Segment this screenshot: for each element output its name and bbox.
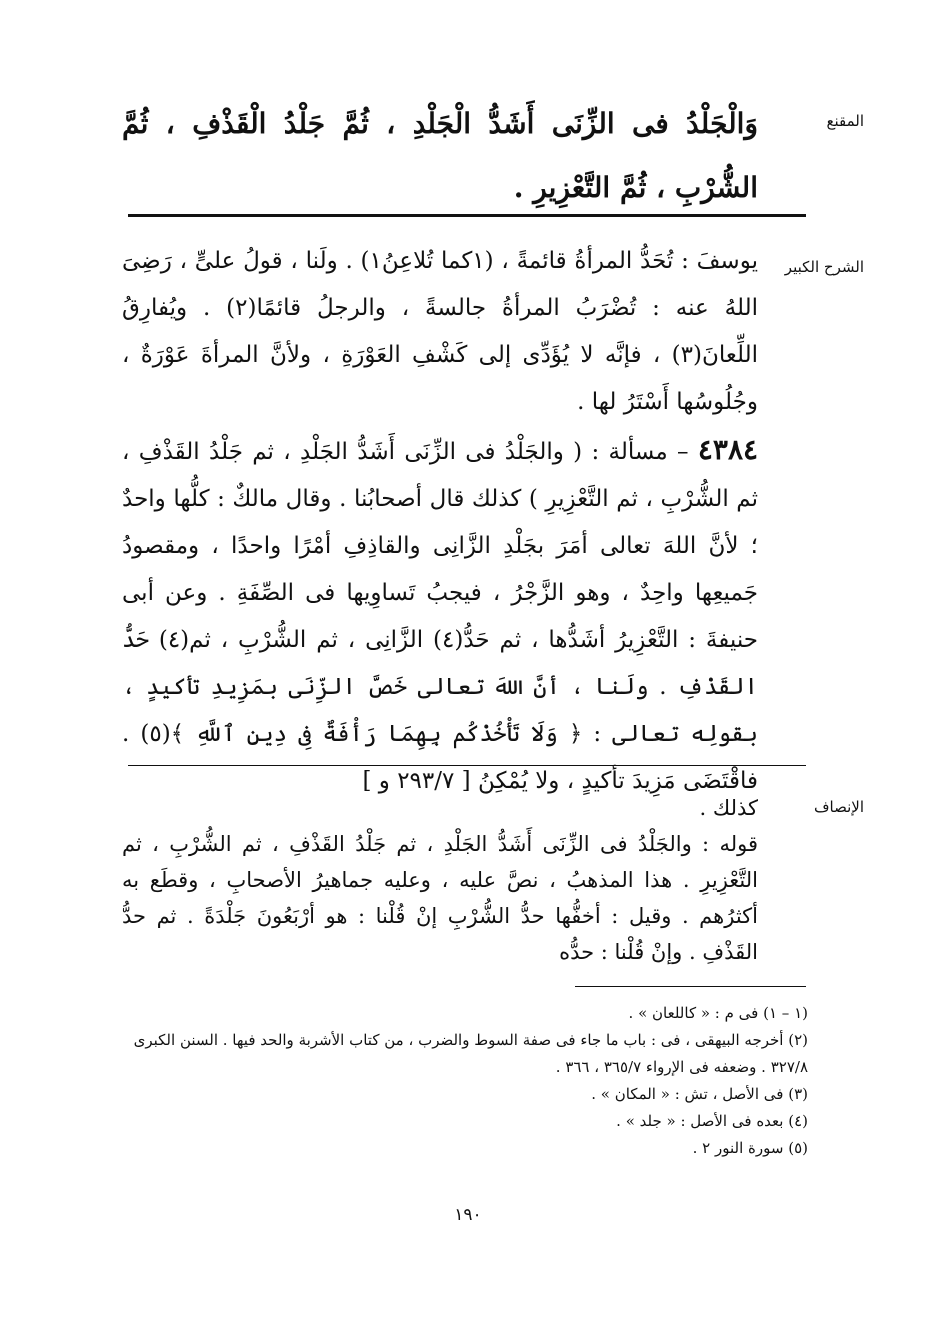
sharh-text-block: [122, 238, 758, 805]
section-divider: [128, 214, 806, 217]
section-label-sharh: الشرح الكبير: [784, 258, 864, 276]
sharh-paragraph-1: يوسفَ : تُحَدُّ المرأةُ قائمةً ، (١كما تُلاعِنُ١) . ولَنا ، قولُ علىٍّ ، رَضِىَ اللهُ عنه : تُضْرَبُ المرأةُ جالسةً ، والرجلُ قائمًا(٢) . ويُفارِقُ اللِّعانَ(٣) ، فإنَّه لا يُؤَدِّى إلى كَشْفِ العَوْرَةِ ، ولأنَّ المرأةَ عَوْرَةٌ ، وجُلُوسُها أَسْتَرُ لها .: [122, 248, 758, 415]
footnote: (٢) أخرجه البيهقى ، فى : باب ما جاء فى صفة السوط والضرب ، من كتاب الأشربة والحد فيها . السنن الكبرى ٣٢٧/٨ . وضعفه فى الإرواء ٣٦٥/٧ ، ٣٦٦ .: [133, 1031, 808, 1076]
footnote-divider: [575, 986, 806, 987]
page-number: ١٩٠: [454, 1205, 482, 1225]
muqni-text: وَالْجَلْدُ فى الزِّنَى أَشَدُّ الْجَلْدِ ، ثُمَّ جَلْدُ الْقَذْفِ ، ثُمَّ الشُّرْبِ ، ثُمَّ التَّعْزِيرِ .: [122, 107, 758, 204]
section-label-insaf: الإنصاف: [813, 798, 864, 816]
insaf-first-line: كذلك .: [699, 796, 758, 820]
sharh-paragraph-2: – مسألة : ( والجَلْدُ فى الزِّنَى أَشَدُّ الجَلْدِ ، ثم جَلْدُ القَذْفِ ، ثم الشُّرْبِ ، ثم التَّعْزِيرِ ) كذلك قال أصحابُنا . وقال مالكٌ : كلُّها واحدٌ ؛ لأنَّ اللهَ تعالى أمَرَ بجَلْدِ الزَّانِى والقاذِفِ أمْرًا واحدًا ، ومقصودُ جَميعِها واحِدٌ ، وهو الزَّجْرُ ، فيجبُ تَساوِيها فى الصِّفَةِ . وعن أبى حنيفةَ : التَّعْزِيرُ أشَدُّها ، ثم حَدُّ(٤) الزَّانِى ، ثم الشُّرْبِ ، ثم(٤) حَدُّ القَذْفِ . ولَنا ، أنَّ اللهَ تعالى خَصَّ الزِّنَى بمَزِيدِ تأكيدٍ ، بقولِه تعالى : ﴿ وَلَا تَأْخُذْكُم بِهِمَا رَأْفَةٌ فِى دِينِ ٱللَّهِ ﴾(٥) . فاقْتَضَى مَزِيدَ تأكيدٍ ، ولا يُمْكِنُ [ ٢٩٣/٧ و ]: [122, 439, 758, 794]
masalah-number: ٤٣٨٤: [697, 433, 759, 466]
footnotes: [128, 1000, 808, 1162]
insaf-paragraph: قوله : والجَلْدُ فى الزِّنَى أَشَدُّ الجَلْدِ ، ثم جَلْدُ القَذْفِ ، ثم الشُّرْبِ ، ثم التَّعْزِيرِ . هذا المذهبُ ، نصَّ عليه ، وعليه جماهيرُ الأصحابِ ، وقطَع به أكثرُهم . وقيل : أخفُّها حدُّ الشُّرْبِ إنْ قُلْنا : هو أرْبَعُونَ جَلْدَةً . ثم حدُّ القَذْفِ . وإنْ قُلْنا : حدُّه: [122, 832, 758, 964]
section-label-muqni: المقنع: [826, 112, 864, 130]
section-divider: [128, 765, 806, 766]
footnote: (٥) سورة النور ٢ .: [692, 1139, 808, 1157]
footnote: (١ – ١) فى م : « كاللعان » .: [628, 1004, 808, 1022]
footnote: (٣) فى الأصل ، تش : « المكان » .: [591, 1085, 808, 1103]
insaf-text-block: [122, 790, 758, 970]
footnote: (٤) بعده فى الأصل : « جلد » .: [616, 1112, 808, 1130]
